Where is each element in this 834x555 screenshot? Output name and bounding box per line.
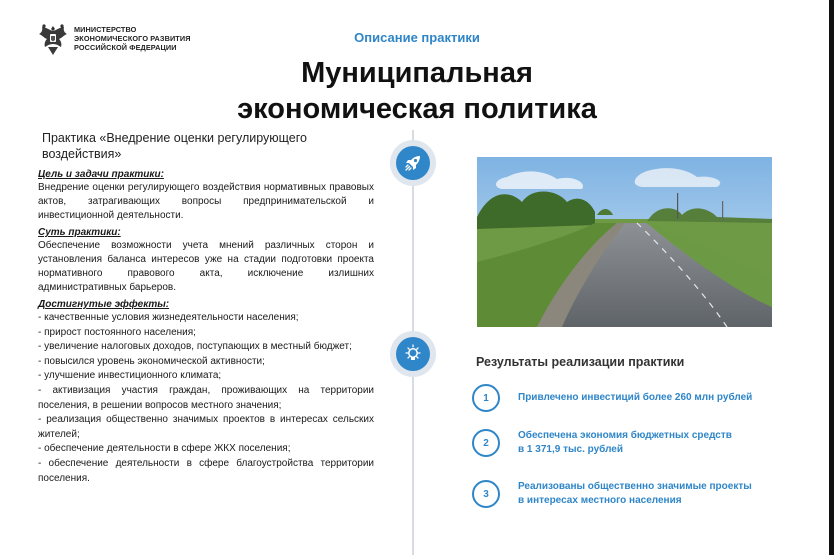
result-text	[518, 429, 778, 457]
results-title: Результаты реализации практики	[476, 355, 685, 369]
lightbulb-badge	[390, 331, 436, 377]
effect-item: - обеспечение деятельности в сфере благоустройства территории поселения.	[38, 457, 374, 484]
slide-edge	[829, 0, 834, 555]
effect-item: - реализация общественно значимых проектов в интересах сельских жителей;	[38, 414, 374, 440]
lightbulb-icon	[402, 343, 424, 365]
practice-title: Практика «Внедрение оценки регулирующего воздействия»	[42, 131, 307, 161]
result-item	[472, 429, 778, 457]
result-item	[472, 384, 778, 412]
effect-item: - активизация участия граждан, проживающих на территории поселения, в решении вопросов местного значения;	[38, 384, 374, 411]
rocket-icon	[403, 153, 423, 173]
effect-item: - обеспечение деятельности в сфере ЖКХ поселения;	[38, 443, 291, 455]
essence-heading: Суть практики:	[38, 227, 121, 238]
result-number-badge: 3	[472, 480, 500, 508]
result-line: Обеспечена экономия бюджетных средств	[518, 430, 732, 441]
result-line: Привлечено инвестиций более 260 млн рублей	[518, 392, 753, 403]
effect-item: - повысился уровень экономической активности;	[38, 355, 265, 367]
section-label: Описание практики	[354, 30, 480, 45]
effects-list	[38, 311, 374, 486]
road-photo	[477, 157, 772, 327]
effect-item: - качественные условия жизнедеятельности населения;	[38, 312, 299, 323]
essence-text: Обеспечение возможности учета мнений различных сторон и установления баланса интересов уже на стадии подготовки проекта нормативного правового акта, исключение излишних административных барьеров.	[38, 240, 374, 293]
page-title-line: Муниципальная	[301, 57, 533, 89]
result-number-badge: 2	[472, 429, 500, 457]
effect-item: - улучшение инвестиционного климата;	[38, 370, 222, 382]
ministry-line: МИНИСТЕРСТВО	[74, 25, 137, 34]
effect-item: - прирост постоянного населения;	[38, 326, 196, 338]
result-line: в 1 371,9 тыс. рублей	[518, 444, 624, 455]
page-title	[0, 55, 834, 127]
ministry-line: РОССИЙСКОЙ ФЕДЕРАЦИИ	[74, 43, 177, 52]
effect-item: - увеличение налоговых доходов, поступающих в местный бюджет;	[38, 341, 352, 353]
goals-text: Внедрение оценки регулирующего воздействия нормативных правовых актов, затрагивающих вопросы предпринимательской и инвестиционной деятельности.	[38, 182, 374, 221]
result-text	[518, 480, 778, 508]
page-title-line: экономическая политика	[237, 93, 597, 125]
result-text	[518, 391, 778, 405]
result-number-badge: 1	[472, 384, 500, 412]
result-line: в интересах местного населения	[518, 495, 682, 506]
effects-heading: Достигнутые эффекты:	[38, 299, 170, 310]
ministry-line: ЭКОНОМИЧЕСКОГО РАЗВИТИЯ	[74, 34, 191, 43]
result-line: Реализованы общественно значимые проекты	[518, 481, 752, 492]
practice-description	[38, 130, 374, 486]
goals-heading: Цель и задачи практики:	[38, 169, 164, 180]
rocket-badge	[390, 140, 436, 186]
result-item	[472, 480, 778, 508]
